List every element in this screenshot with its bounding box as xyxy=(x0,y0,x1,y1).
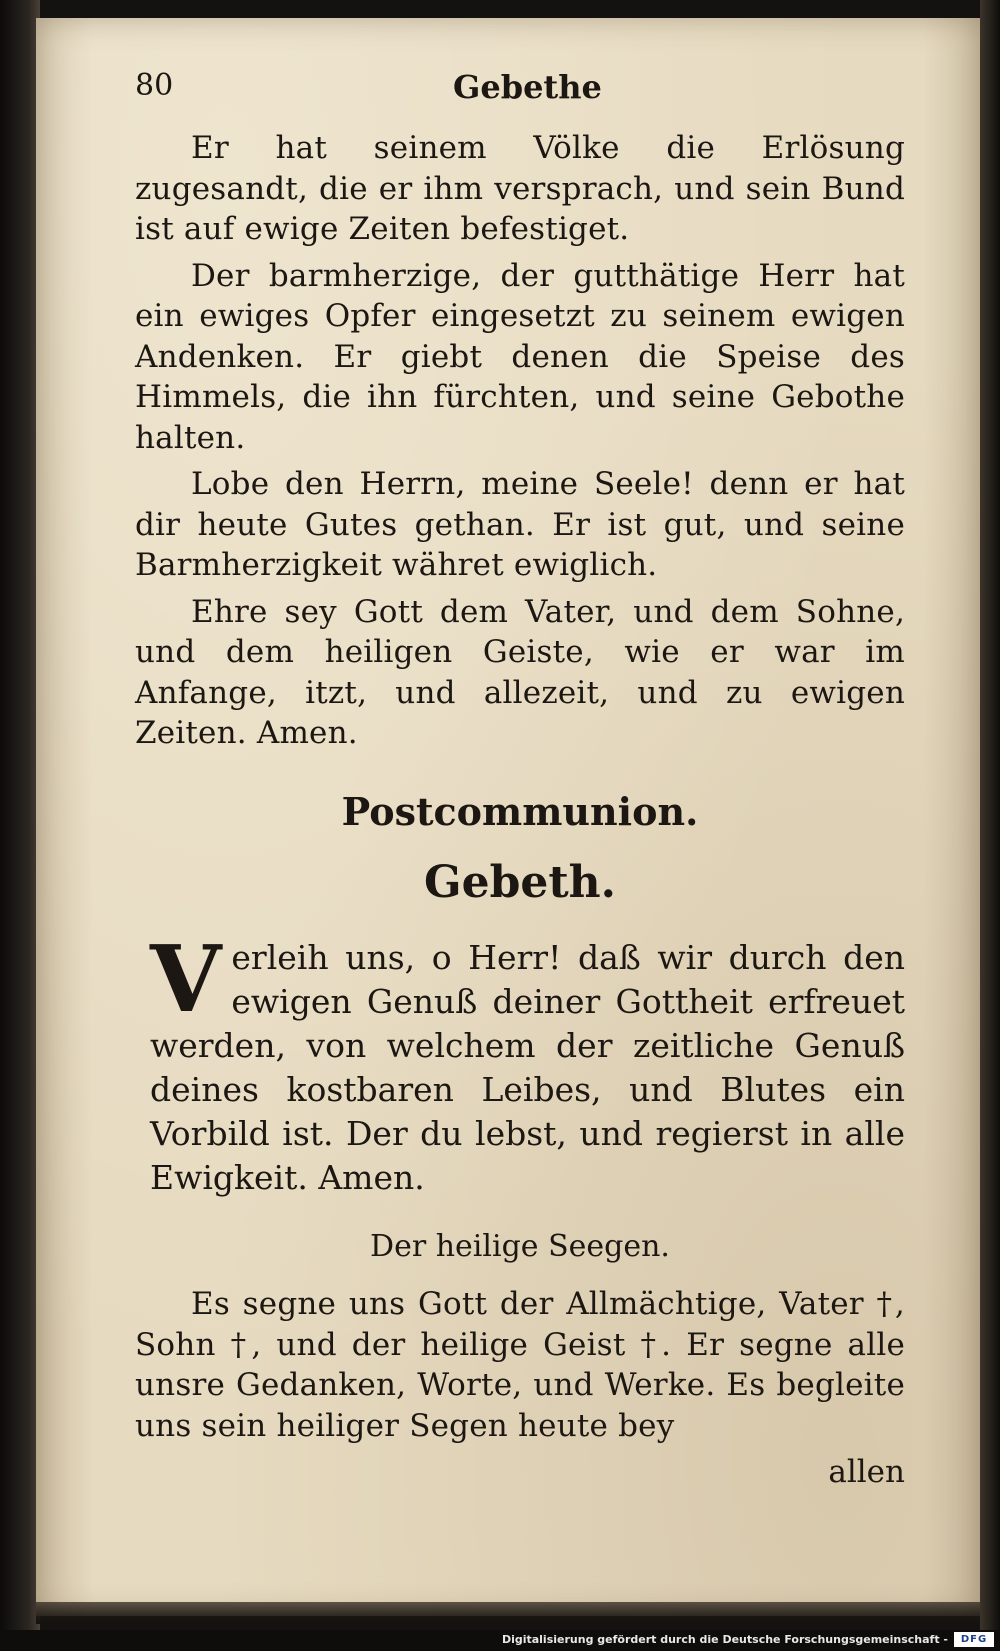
heading-postcommunion: Postcommunion. xyxy=(341,789,699,834)
dfg-logo-icon: DFG xyxy=(954,1632,994,1647)
paragraph-lobe: Lobe den Herrn, meine Seele! denn er hat dir heute Gutes gethan. Er ist gut, und seine Barmherzigkeit währet ewiglich. xyxy=(135,466,905,583)
segen-block xyxy=(135,1284,905,1492)
page-bottom-shadow xyxy=(36,1602,980,1624)
paragraph-opfer: Der barmherzige, der gutthätige Herr hat ein ewiges Opfer eingesetzt zu seinem ewigen Andenken. Er giebt denen die Speise des Himmels, die ihn fürchten, und seine Gebothe halten. xyxy=(135,257,905,456)
body-text-top xyxy=(135,128,905,760)
book-spine-edge xyxy=(0,0,40,1651)
gebeth-section xyxy=(135,858,905,908)
heading-segen: Der heilige Seegen. xyxy=(370,1229,670,1264)
prayer-text: erleih uns, o Herr! daß wir durch den ewigen Genuß deiner Gottheit erfreuet werden, von welchem der zeitliche Genuß deines kostbaren Leibes, und Blutes ein Vorbild ist. Der du lebst, und regierst in alle Ewigkeit. Amen. xyxy=(150,938,905,1197)
prayer-paragraph xyxy=(150,925,905,1200)
book-right-edge xyxy=(980,0,1000,1651)
paragraph-erloesung: Er hat seinem Völke die Erlösung zugesandt, die er ihm versprach, und sein Bund ist auf ewige Zeiten befestiget. xyxy=(135,130,905,247)
heading-gebeth: Gebeth. xyxy=(424,857,616,908)
running-head-title: Gebethe xyxy=(453,68,602,106)
segen-heading-block xyxy=(135,1228,905,1266)
paragraph-gloria: Ehre sey Gott dem Vater, und dem Sohne, und dem heiligen Geiste, wie er war im Anfange, itzt, und allezeit, und zu ewigen Zeiten. Amen. xyxy=(135,593,905,751)
drop-cap-initial: V xyxy=(150,925,222,1033)
footer-credit: Digitalisierung gefördert durch die Deutsche Forschungsgemeinschaft - xyxy=(501,1633,948,1646)
paragraph-segen: Es segne uns Gott der Allmächtige, Vater †, Sohn †, und der heilige Geist †. Er segne alle unsre Gedanken, Worte, und Werke. Es begleite uns sein heiliger Segen heute bey xyxy=(135,1286,905,1444)
running-head xyxy=(135,68,905,108)
prayer-block xyxy=(150,925,905,1200)
postcommunion-section xyxy=(135,790,905,834)
page-number: 80 xyxy=(135,68,174,103)
catchword: allen xyxy=(828,1454,905,1490)
